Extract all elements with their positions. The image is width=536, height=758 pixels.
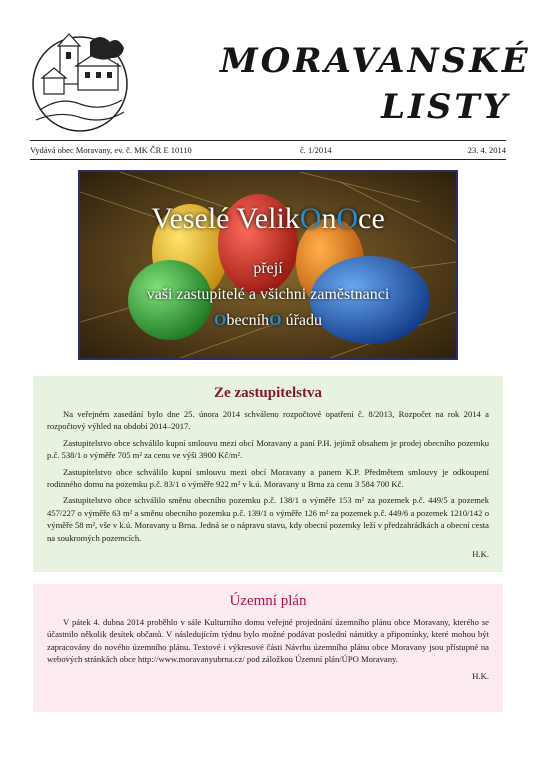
- paragraph: Na veřejném zasedání bylo dne 25. února 2014 schváleno rozpočtové opatření č. 8/2013, Rozpočet na rok 2014 a rozpočtový výhled na období 2014–2017.: [47, 409, 489, 432]
- banner-line-3: ObecníhO úřadu: [214, 312, 322, 329]
- council-news-section: [33, 376, 503, 572]
- village-logo: [30, 30, 130, 134]
- paragraph: Zastupitelstvo obce schválilo kupní smlouvu mezi obcí Moravany a panem K.P. Předmětem smlouvy je odkoupení rodinného domu na pozemku p.č. 83/1 o výměře 922 m² v k.ú. Moravany u Brna za cenu 3 584 700 Kč.: [47, 466, 489, 490]
- banner-line-1: přejí: [253, 260, 283, 277]
- paragraph: V pátek 4. dubna 2014 proběhlo v sále Kulturního domu veřejné projednání územního plánu obce Moravany, kterého se účastnilo několik desítek občanů. V následujícím týdnu bylo možné podávat poslední námitky a připomínky, které mohou být zapracovány do nového územního plánu. Textové i výkresové části Návrhu územního plánu obce Moravany jsou přístupné na webových stránkách obce http://www.moravanyubrna.cz/ pod záložkou Územní plán/ÚPO Moravany.: [47, 617, 489, 665]
- masthead-line-1: MORAVANSKÉ: [220, 41, 531, 81]
- section-heading: Územní plán: [229, 593, 307, 609]
- issue-info-row: [30, 140, 506, 160]
- masthead-line-2: LISTY: [381, 87, 510, 127]
- author-signature: H.K.: [472, 670, 489, 681]
- easter-banner: [78, 170, 458, 360]
- paragraph: Zastupitelstvo obce schválilo kupní smlouvu mezi obcí Moravany a paní P.H. jejímž obsahem je prodej obecního pozemku p.č. 538/1 o výměře 705 m² za cenu ve výši 3900 Kč/m².: [47, 437, 489, 461]
- issue-number: č. 1/2014: [300, 145, 332, 155]
- issue-date: 23. 4. 2014: [467, 145, 506, 155]
- banner-title: Veselé VelikOnOce: [151, 202, 385, 235]
- paragraph: Zastupitelstvo obce schválilo směnu obecního pozemku p.č. 138/1 o výměře 153 m² za pozemek p.č. 449/5 a pozemek 457/227 o výměře 63 m² a směnu obecního pozemku p.č. 139/1 o výměře 126 m² za pozemek p.č. 449/6 a pozemek 1210/142 o výměře 58 m², vše v k.ú. Moravany u Brna. Jedná se o nápravu stavu, kdy obecní pozemky leží v předzahrádkách a obecní cesta na soukromých pozemcích.: [47, 495, 489, 543]
- banner-line-2: vaši zastupitelé a všichni zaměstnanci: [146, 286, 390, 303]
- zoning-plan-section: [33, 584, 503, 712]
- author-signature: H.K.: [472, 549, 489, 560]
- publisher-info: Vydává obec Moravany, ev. č. MK ČR E 10110: [30, 145, 192, 155]
- masthead: [220, 38, 531, 130]
- section-heading: Ze zastupitelstva: [214, 385, 322, 401]
